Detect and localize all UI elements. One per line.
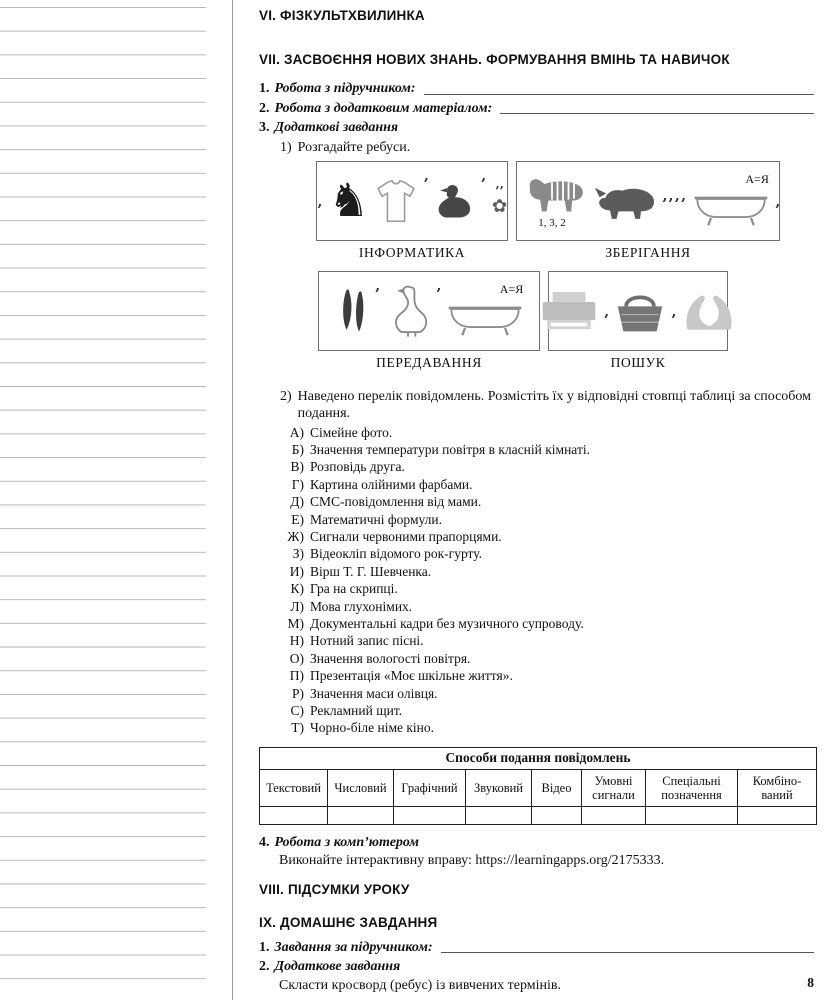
homework-textbook-item [259, 939, 816, 957]
answer-row [260, 806, 817, 824]
rhino-icon [594, 182, 656, 220]
column-header: Спеціальні позначення [646, 769, 738, 806]
zebra-icon [516, 173, 588, 217]
message-letter: Е) [291, 511, 304, 527]
section-vi-heading: VI. ФІЗКУЛЬТХВИЛИНКА [259, 8, 425, 23]
message-item [259, 598, 816, 615]
printer-icon [540, 289, 598, 333]
message-item [259, 528, 816, 545]
item-number: 1. [259, 939, 270, 955]
message-item [259, 511, 816, 528]
messages-list [259, 424, 816, 737]
answer-cell [738, 806, 817, 824]
item-number: 3. [259, 120, 270, 135]
item-number: 2. [259, 959, 270, 975]
zebra-group [516, 173, 588, 229]
bathtub-icon [693, 188, 769, 228]
sub-item-number: 2) [280, 388, 292, 404]
classification-task-line [259, 388, 816, 422]
sub-item-number: 1) [280, 139, 292, 155]
bathtub-group [693, 173, 769, 228]
goose-icon [386, 283, 430, 339]
message-text: Відеокліп відомого рок-гурту. [310, 546, 483, 562]
bathtub-icon [447, 298, 523, 338]
rebus-informatyka [316, 161, 508, 261]
message-text: Значення температури повітря в класній кімнаті. [310, 441, 590, 457]
chess-knight-icon: ♞ [328, 172, 370, 227]
item-number: 1. [259, 81, 270, 96]
message-text: Розповідь друга. [310, 459, 405, 475]
message-text: Документальні кадри без музичного супроводу. [310, 615, 584, 631]
item-number: 4. [259, 834, 270, 850]
item-number: 2. [259, 100, 270, 116]
message-text: Вірш Т. Г. Шевченка. [310, 563, 432, 579]
column-header: Числовий [328, 769, 394, 806]
item-label: Додаткове завдання [274, 959, 401, 975]
item-label: Додаткові завдання [274, 120, 399, 135]
bathtub-group [447, 283, 523, 338]
comma-mark: ’ [374, 285, 380, 303]
message-item [259, 441, 816, 458]
message-text: Сімейне фото. [310, 424, 393, 440]
write-in-line [500, 113, 814, 114]
comma-mark: ’ [603, 311, 609, 329]
rebus-poshuk [548, 271, 728, 371]
answer-cell [646, 806, 738, 824]
message-types-table [259, 747, 817, 825]
message-text: Мова глухонімих. [310, 598, 413, 614]
extra-material-item [259, 100, 816, 118]
table-title: Способи подання повідомлень [260, 747, 817, 769]
section-vii-heading: VII. ЗАСВОЄННЯ НОВИХ ЗНАНЬ. ФОРМУВАННЯ ВМІНЬ ТА НАВИЧОК [259, 52, 730, 67]
margin-divider-line [232, 0, 233, 1000]
rebus-picture-box [318, 271, 540, 351]
message-item [259, 476, 816, 493]
message-letter: О) [289, 650, 304, 666]
message-letter: Д) [290, 494, 304, 510]
write-in-line [441, 952, 814, 953]
comma-mark: ’ [774, 201, 781, 219]
comma-mark: ’ [436, 285, 442, 303]
message-letter: Л) [290, 598, 304, 614]
item-label: Робота з комп’ютером [274, 834, 419, 850]
item-label: Робота з підручником: [274, 81, 416, 96]
extra-tasks-item [259, 119, 816, 137]
hands-icon [682, 291, 736, 331]
sub-item-text: Розгадайте ребуси. [297, 139, 411, 155]
rebus-row-2 [318, 271, 816, 371]
message-text: Нотний запис пісні. [310, 633, 424, 649]
homework-note: Скласти кросворд (ребус) із вивчених термінів. [279, 977, 562, 993]
rebus-picture-box [548, 271, 728, 351]
message-item [259, 458, 816, 475]
pepper-icon [335, 285, 369, 337]
homework-extra-item [259, 958, 816, 976]
column-header: Графічний [394, 769, 466, 806]
message-text: Картина олійними фарбами. [310, 476, 473, 492]
column-header: Комбіно-ваний [738, 769, 817, 806]
column-header: Текстовий [260, 769, 328, 806]
textbook-work-item [259, 80, 816, 98]
message-letter: Н) [289, 633, 304, 649]
column-header: Звуковий [466, 769, 532, 806]
comma-mark: ’’ [495, 184, 504, 198]
message-item [259, 545, 816, 562]
section-ix-heading: IX. ДОМАШНЄ ЗАВДАННЯ [259, 914, 438, 930]
message-item [259, 424, 816, 441]
comma-mark: ’ [671, 311, 677, 329]
flower-icon: ✿ [491, 196, 508, 217]
item-label: Робота з додатковим матеріалом: [274, 100, 493, 116]
comma-mark: ’ [480, 175, 486, 193]
answer-cell [466, 806, 532, 824]
message-item [259, 702, 816, 719]
message-letter: Ж) [287, 528, 304, 544]
rebus-caption: ПЕРЕДАВАННЯ [376, 354, 482, 370]
message-text: Значення маси олівця. [310, 685, 438, 701]
write-in-line [424, 94, 814, 95]
message-letter: А) [289, 424, 304, 440]
flower-group [492, 185, 507, 216]
rebus-picture-box [516, 161, 780, 241]
message-text: Гра на скрипці. [310, 581, 398, 597]
column-header: Відео [532, 769, 582, 806]
message-text: Презентація «Моє шкільне життя». [310, 668, 513, 684]
message-letter: П) [289, 668, 304, 684]
message-item [259, 685, 816, 702]
message-letter: Т) [291, 720, 304, 736]
message-letter: И) [289, 563, 304, 579]
answer-cell [394, 806, 466, 824]
message-letter: В) [290, 459, 304, 475]
message-letter: С) [290, 703, 304, 718]
message-letter: Б) [291, 441, 304, 457]
column-header: Умовні сигнали [582, 769, 646, 806]
message-text: Сигнали червоними прапорцями. [310, 528, 502, 544]
item-label: Завдання за підручником: [274, 939, 433, 955]
sub-item-text: Наведено перелік повідомлень. Розмістіть їх у відповідні стовпці таблиці за способом подання. [297, 388, 812, 421]
comma-mark: ’ [423, 175, 429, 193]
rebus-caption: ПОШУК [610, 354, 666, 370]
message-letter: Г) [291, 476, 304, 492]
message-item [259, 615, 816, 632]
comma-mark: ’ [316, 201, 323, 219]
message-item [259, 719, 816, 736]
message-item [259, 563, 816, 580]
answer-cell [328, 806, 394, 824]
notebook-ruled-lines [0, 7, 206, 992]
section-viii-heading: VIII. ПІДСУМКИ УРОКУ [259, 881, 410, 897]
answer-cell [532, 806, 582, 824]
message-text: Чорно-біле німе кіно. [310, 720, 435, 736]
table-header-row [260, 769, 817, 806]
answer-cell [582, 806, 646, 824]
page-number: 8 [807, 975, 814, 990]
message-letter: З) [292, 546, 304, 562]
interactive-exercise-line: Виконайте інтерактивну вправу: https://learningapps.org/2175333. [279, 853, 665, 869]
message-text: Математичні формули. [310, 511, 442, 527]
rebus-peredavannia [318, 271, 540, 371]
rebus-picture-box [316, 161, 508, 241]
message-text: Значення вологості повітря. [310, 650, 471, 666]
tshirt-icon [375, 176, 417, 226]
rebus-caption: ЗБЕРІГАННЯ [605, 244, 691, 260]
answer-cell [260, 806, 328, 824]
rebus-row-1 [316, 161, 816, 261]
basket-icon [615, 289, 665, 333]
duck-icon [435, 182, 475, 220]
message-letter: К) [290, 581, 304, 597]
message-letter: М) [287, 615, 304, 631]
message-item [259, 667, 816, 684]
rebus-task-line [259, 139, 816, 156]
message-item [259, 493, 816, 510]
letter-substitution-rule: А=Я [745, 172, 769, 186]
comma-marks: ’’’’ [661, 195, 687, 213]
message-item [259, 650, 816, 667]
message-item [259, 632, 816, 649]
letter-substitution-rule: А=Я [499, 282, 524, 296]
message-item [259, 580, 816, 597]
rebus-caption: ІНФОРМАТИКА [358, 244, 466, 260]
message-text: Рекламний щит. [310, 703, 403, 718]
message-text: СМС-повідомлення від мами. [310, 494, 482, 510]
lesson-plan-content [259, 6, 816, 994]
computer-work-item [259, 834, 816, 852]
rebus-order-note: 1, 3, 2 [538, 216, 566, 229]
message-letter: Р) [291, 685, 304, 701]
rebus-zberihannia [516, 161, 780, 261]
